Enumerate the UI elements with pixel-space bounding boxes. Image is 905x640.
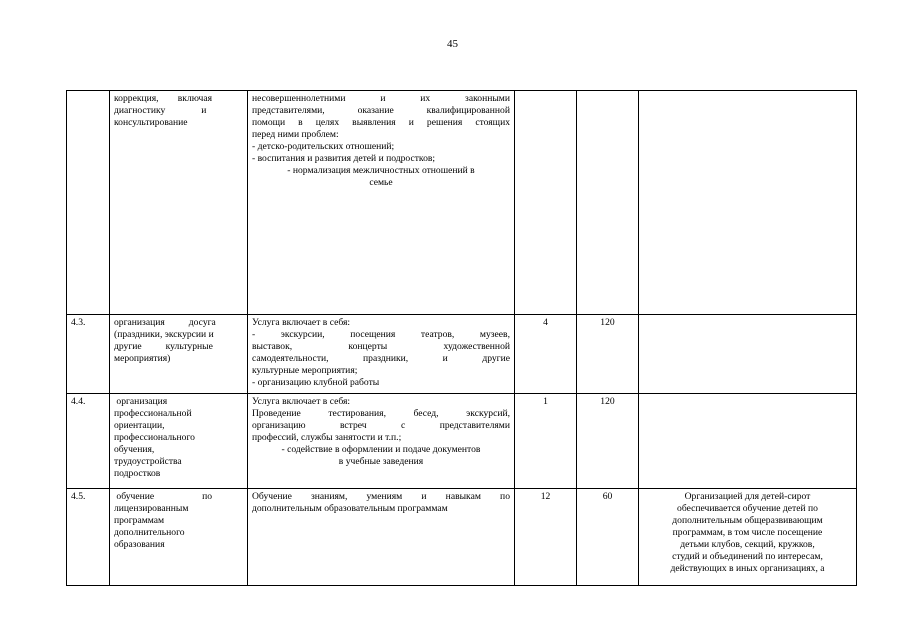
duration-value: 120 (600, 396, 615, 407)
note-line: обеспечивается обучение детей по (677, 503, 818, 514)
count-cell (515, 91, 577, 315)
service-name-line: программам (114, 515, 165, 526)
service-name-line: организация досуга (114, 317, 216, 328)
count-cell (515, 315, 577, 394)
note-cell (639, 489, 857, 586)
service-name-line: обучения, (114, 444, 155, 455)
note-line: дополнительным общеразвивающим (672, 515, 823, 526)
service-name-line: организация (114, 396, 168, 407)
service-name-line: консультирование (114, 117, 188, 128)
service-description-line: Обучение знаниям, умениям и навыкам по (252, 491, 510, 502)
note-line: студий и объединений по интересам, (672, 551, 823, 562)
service-description-line: дополнительным образовательным программам (252, 503, 448, 514)
row-number-cell (67, 315, 110, 394)
duration-cell (577, 489, 639, 586)
count-value: 12 (540, 491, 551, 502)
service-name-cell (110, 315, 248, 394)
service-name-line: профессиональной (114, 408, 192, 419)
service-description-line: профессий, службы занятости и т.п.; (252, 432, 402, 443)
service-description-line: представителями, оказание квалифицированной (252, 105, 510, 116)
service-name-line: подростков (114, 468, 161, 479)
service-name-line: дополнительного (114, 527, 185, 538)
service-description-cell (248, 489, 515, 586)
service-name-line: диагностику и (114, 105, 207, 116)
service-description-line: Услуга включает в себя: (252, 317, 351, 328)
duration-cell (577, 394, 639, 489)
service-name-line: (праздники, экскурсии и (114, 329, 214, 340)
count-cell (515, 394, 577, 489)
row-number: 4.4. (71, 396, 86, 407)
row-number-cell (67, 91, 110, 315)
service-name-line: коррекция, включая (114, 93, 213, 104)
service-name-line: лицензированным (114, 503, 189, 514)
page-number: 45 (447, 38, 458, 50)
service-description-line: семье (369, 177, 393, 188)
service-name-cell (110, 91, 248, 315)
row-number-cell (67, 394, 110, 489)
service-name-line: профессионального (114, 432, 195, 443)
note-cell (639, 91, 857, 315)
service-description-line: культурные мероприятия; (252, 365, 358, 376)
duration-cell (577, 315, 639, 394)
note-cell (639, 394, 857, 489)
service-description-cell (248, 315, 515, 394)
note-line: детьми клубов, секций, кружков, (680, 539, 815, 550)
service-description-line: помощи в целях выявления и решения стоящих (252, 117, 510, 128)
service-name-line: другие культурные (114, 341, 213, 352)
duration-cell (577, 91, 639, 315)
service-description-line: - нормализация межличностных отношений в (287, 165, 475, 176)
service-name-line: мероприятия) (114, 353, 171, 364)
note-line: программам, в том числе посещение (672, 527, 823, 538)
note-cell (639, 315, 857, 394)
service-description-line: - детско-родительских отношений; (252, 141, 395, 152)
service-description-cell (248, 394, 515, 489)
table-row (67, 91, 857, 315)
service-description-line: организацию встреч с представителями (252, 420, 510, 431)
service-name-line: трудоустройства (114, 456, 182, 467)
service-description-line: перед ними проблем: (252, 129, 339, 140)
count-value: 1 (543, 396, 548, 407)
service-description-line: выставок, концерты художественной (252, 341, 510, 352)
table-row (67, 489, 857, 586)
table-row (67, 394, 857, 489)
service-name-line: обучение по (114, 491, 213, 502)
service-description-line: Проведение тестирования, бесед, экскурсий, (252, 408, 510, 419)
row-number-cell (67, 489, 110, 586)
service-description-line: Услуга включает в себя: (252, 396, 351, 407)
service-name-cell (110, 394, 248, 489)
service-name-line: образования (114, 539, 165, 550)
service-description-line: - организацию клубной работы (252, 377, 380, 388)
note-line: действующих в иных организациях, а (670, 563, 825, 574)
service-description-cell (248, 91, 515, 315)
service-description-line: - содействие в оформлении и подаче документов (281, 444, 481, 455)
table-row (67, 315, 857, 394)
duration-value: 120 (600, 317, 615, 328)
row-number: 4.5. (71, 491, 86, 502)
service-description-line: самодеятельности, праздники, и другие (252, 353, 510, 364)
service-description-line: в учебные заведения (338, 456, 424, 467)
count-value: 4 (543, 317, 548, 328)
row-number: 4.3. (71, 317, 86, 328)
service-description-line: несовершеннолетними и их законными (252, 93, 510, 104)
service-name-cell (110, 489, 248, 586)
duration-value: 60 (602, 491, 613, 502)
service-name-line: ориентации, (114, 420, 165, 431)
count-cell (515, 489, 577, 586)
note-line: Организацией для детей-сирот (684, 491, 811, 502)
service-description-line: - воспитания и развития детей и подростков; (252, 153, 436, 164)
service-description-line: - экскурсии, посещения театров, музеев, (252, 329, 510, 340)
services-table (66, 90, 857, 586)
